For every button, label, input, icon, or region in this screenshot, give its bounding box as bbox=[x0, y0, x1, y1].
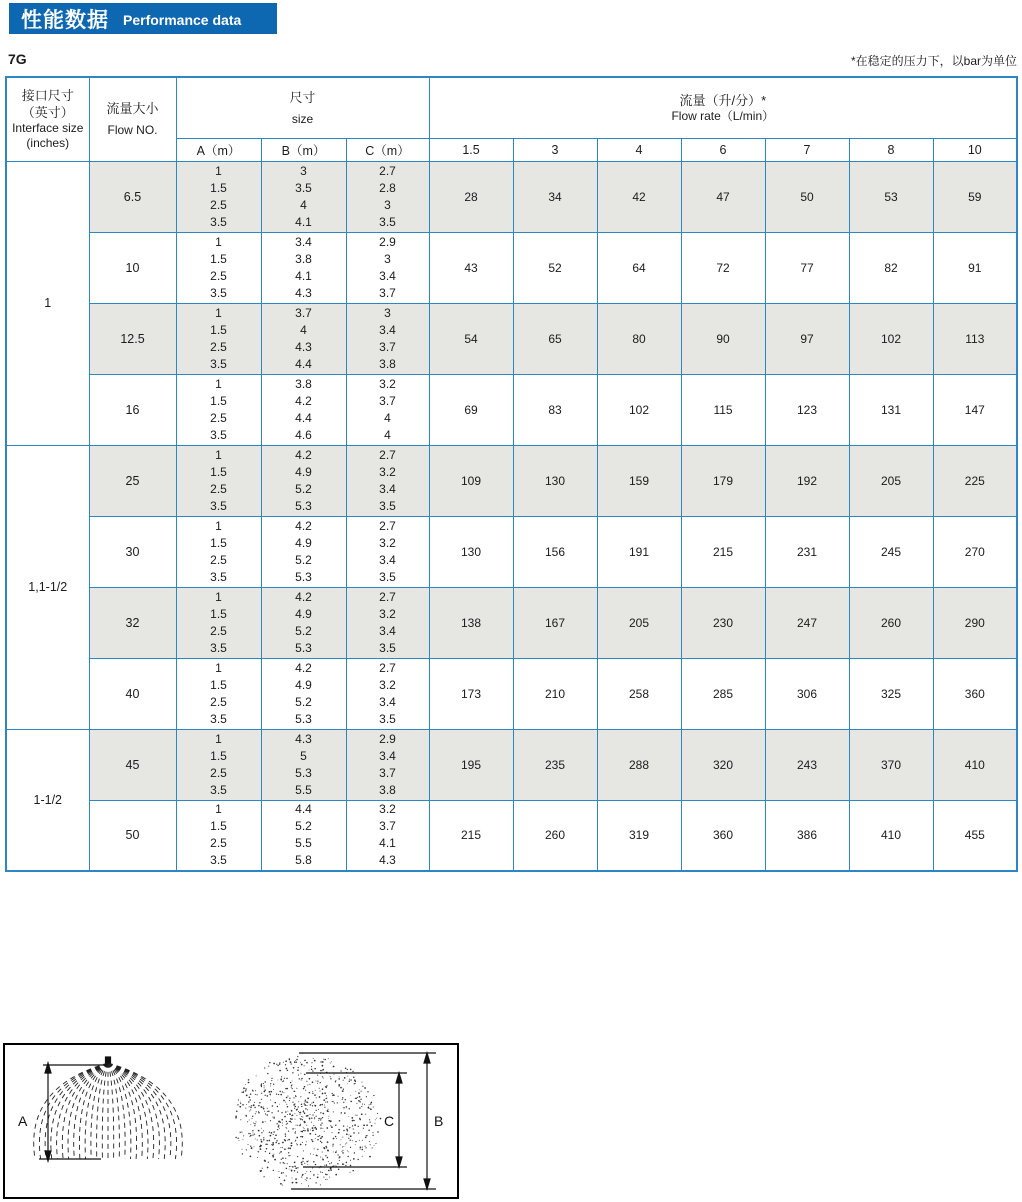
interface-size-cell: 1-1/2 bbox=[6, 729, 89, 871]
dim-c-cell-value: 3.5 bbox=[379, 711, 396, 726]
dim-b-cell-value: 3.5 bbox=[295, 180, 312, 195]
dim-b-cell-value: 5.8 bbox=[295, 853, 312, 868]
performance-table bbox=[5, 76, 1018, 872]
flow-rate-cell: 195 bbox=[429, 729, 513, 800]
dim-b-cell-value: 4.4 bbox=[295, 802, 312, 817]
flow-no-cell: 25 bbox=[89, 445, 176, 516]
dim-b-cell-value: 5.3 bbox=[295, 765, 312, 780]
dim-b-cell-value: 4.4 bbox=[295, 356, 312, 371]
dim-a-cell-value: 1 bbox=[215, 731, 222, 746]
flow-rate-cell: 109 bbox=[429, 445, 513, 516]
section-banner bbox=[9, 3, 277, 34]
dim-b-cell bbox=[261, 303, 346, 374]
flow-rate-cell: 159 bbox=[597, 445, 681, 516]
flow-rate-cell: 192 bbox=[765, 445, 849, 516]
dim-c-cell-value: 2.9 bbox=[379, 234, 396, 249]
dim-b-cell-value: 5.2 bbox=[295, 819, 312, 834]
dim-b-cell-value: 4.2 bbox=[295, 589, 312, 604]
dim-a-cell-value: 3.5 bbox=[210, 427, 227, 442]
flow-rate-cell: 102 bbox=[849, 303, 933, 374]
dim-a-cell-value: 3.5 bbox=[210, 356, 227, 371]
flow-rate-cell: 320 bbox=[681, 729, 765, 800]
pressure-col-6: 8 bbox=[849, 138, 933, 161]
dim-b-cell-value: 4.2 bbox=[295, 447, 312, 462]
col-header-flow-rate: 流量（升/分）* Flow rate（L/min） bbox=[429, 77, 1017, 138]
table-row bbox=[6, 658, 1017, 729]
dim-a-cell-value: 1.5 bbox=[210, 677, 227, 692]
dim-a-cell-value: 3.5 bbox=[210, 569, 227, 584]
flow-no-cell: 30 bbox=[89, 516, 176, 587]
dim-a-cell bbox=[176, 161, 261, 232]
dim-c-cell-value: 3.5 bbox=[379, 569, 396, 584]
dim-a-cell bbox=[176, 800, 261, 871]
flow-rate-cell: 386 bbox=[765, 800, 849, 871]
flow-rate-cell: 130 bbox=[429, 516, 513, 587]
flow-rate-cell: 455 bbox=[933, 800, 1017, 871]
dim-c-cell bbox=[346, 729, 429, 800]
dim-a-cell-value: 1.5 bbox=[210, 819, 227, 834]
dim-b-cell bbox=[261, 374, 346, 445]
flow-rate-cell: 231 bbox=[765, 516, 849, 587]
dim-a-cell-value: 2.5 bbox=[210, 481, 227, 496]
pressure-col-4: 6 bbox=[681, 138, 765, 161]
flow-rate-cell: 115 bbox=[681, 374, 765, 445]
section-title-en: Performance data bbox=[123, 12, 242, 28]
flow-rate-cell: 325 bbox=[849, 658, 933, 729]
flow-no-cell: 40 bbox=[89, 658, 176, 729]
flow-rate-cell: 64 bbox=[597, 232, 681, 303]
flow-rate-cell: 147 bbox=[933, 374, 1017, 445]
dim-b-cell bbox=[261, 587, 346, 658]
flow-rate-cell: 77 bbox=[765, 232, 849, 303]
flow-rate-cell: 285 bbox=[681, 658, 765, 729]
table-row bbox=[6, 445, 1017, 516]
dim-a-cell-value: 1 bbox=[215, 163, 222, 178]
dim-c-cell bbox=[346, 445, 429, 516]
pressure-col-2: 3 bbox=[513, 138, 597, 161]
flow-no-cell: 6.5 bbox=[89, 161, 176, 232]
flow-rate-cell: 360 bbox=[933, 658, 1017, 729]
dim-c-cell-value: 2.9 bbox=[379, 731, 396, 746]
model-label: 7G bbox=[8, 51, 27, 67]
dim-b-cell-value: 5.5 bbox=[295, 836, 312, 851]
dim-a-cell-value: 1 bbox=[215, 376, 222, 391]
flow-rate-cell: 167 bbox=[513, 587, 597, 658]
dim-b-cell bbox=[261, 232, 346, 303]
dim-a-cell-value: 3.5 bbox=[210, 711, 227, 726]
dim-b-cell-value: 4.1 bbox=[295, 268, 312, 283]
flow-rate-cell: 97 bbox=[765, 303, 849, 374]
dim-c-cell-value: 3.4 bbox=[379, 322, 396, 337]
flow-rate-cell: 260 bbox=[849, 587, 933, 658]
flow-rate-cell: 319 bbox=[597, 800, 681, 871]
flow-rate-cell: 370 bbox=[849, 729, 933, 800]
flow-no-cell: 16 bbox=[89, 374, 176, 445]
flow-rate-cell: 290 bbox=[933, 587, 1017, 658]
dim-a-cell-value: 1 bbox=[215, 234, 222, 249]
dim-a-cell-value: 1.5 bbox=[210, 535, 227, 550]
dim-b-cell-value: 4.9 bbox=[295, 464, 312, 479]
dim-a-cell-value: 1 bbox=[215, 589, 222, 604]
flow-rate-cell: 102 bbox=[597, 374, 681, 445]
flow-rate-cell: 42 bbox=[597, 161, 681, 232]
flow-rate-cell: 90 bbox=[681, 303, 765, 374]
dim-a-cell-value: 1.5 bbox=[210, 393, 227, 408]
flow-rate-cell: 225 bbox=[933, 445, 1017, 516]
dim-b-cell-value: 5.2 bbox=[295, 552, 312, 567]
flow-rate-cell: 179 bbox=[681, 445, 765, 516]
dim-c-cell-value: 3.7 bbox=[379, 339, 396, 354]
pressure-col-7: 10 bbox=[933, 138, 1017, 161]
dim-a-cell-value: 1.5 bbox=[210, 606, 227, 621]
dim-c-cell-value: 3.5 bbox=[379, 640, 396, 655]
flow-rate-cell: 410 bbox=[933, 729, 1017, 800]
dim-b-cell-value: 4 bbox=[300, 322, 307, 337]
dim-b-cell-value: 5.2 bbox=[295, 481, 312, 496]
dim-a-cell-value: 3.5 bbox=[210, 498, 227, 513]
flow-rate-cell: 245 bbox=[849, 516, 933, 587]
dim-c-cell-value: 3.7 bbox=[379, 393, 396, 408]
dim-b-cell-value: 5.2 bbox=[295, 623, 312, 638]
dim-b-cell bbox=[261, 658, 346, 729]
dimension-lines bbox=[39, 1053, 436, 1189]
flow-no-cell: 10 bbox=[89, 232, 176, 303]
dim-a-cell-value: 2.5 bbox=[210, 410, 227, 425]
dim-b-cell-value: 4.6 bbox=[295, 427, 312, 442]
dim-a-cell bbox=[176, 729, 261, 800]
dim-c-cell-value: 3 bbox=[384, 251, 391, 266]
dim-c-cell bbox=[346, 516, 429, 587]
dim-a-cell-value: 3.5 bbox=[210, 285, 227, 300]
interface-size-cell: 1,1-1/2 bbox=[6, 445, 89, 729]
dim-c-cell-value: 3.5 bbox=[379, 498, 396, 513]
dim-b-cell-value: 4.9 bbox=[295, 677, 312, 692]
flow-rate-cell: 47 bbox=[681, 161, 765, 232]
dim-b-cell-value: 4.3 bbox=[295, 339, 312, 354]
dim-b-cell bbox=[261, 445, 346, 516]
dim-a-cell-value: 1 bbox=[215, 305, 222, 320]
subcol-b: B（m） bbox=[261, 138, 346, 161]
dim-a-cell-value: 1.5 bbox=[210, 251, 227, 266]
flow-rate-cell: 82 bbox=[849, 232, 933, 303]
dim-b-cell-value: 5 bbox=[300, 748, 307, 763]
flow-rate-cell: 235 bbox=[513, 729, 597, 800]
dim-c-cell-value: 2.7 bbox=[379, 518, 396, 533]
dim-b-cell bbox=[261, 516, 346, 587]
table-row bbox=[6, 587, 1017, 658]
dim-b-cell-value: 3.7 bbox=[295, 305, 312, 320]
dim-c-cell-value: 3.8 bbox=[379, 782, 396, 797]
dim-c-cell-value: 2.7 bbox=[379, 447, 396, 462]
dim-b-cell-value: 5.2 bbox=[295, 694, 312, 709]
dim-c-cell-value: 3.4 bbox=[379, 268, 396, 283]
table-row bbox=[6, 303, 1017, 374]
table-row bbox=[6, 800, 1017, 871]
flow-rate-cell: 54 bbox=[429, 303, 513, 374]
dim-a-cell-value: 2.5 bbox=[210, 623, 227, 638]
flow-rate-cell: 50 bbox=[765, 161, 849, 232]
dim-c-cell-value: 3.4 bbox=[379, 623, 396, 638]
flow-rate-cell: 410 bbox=[849, 800, 933, 871]
flow-rate-cell: 52 bbox=[513, 232, 597, 303]
flow-rate-cell: 191 bbox=[597, 516, 681, 587]
flow-rate-cell: 65 bbox=[513, 303, 597, 374]
dim-b-cell-value: 4 bbox=[300, 197, 307, 212]
dim-a-cell-value: 2.5 bbox=[210, 765, 227, 780]
dim-c-cell bbox=[346, 658, 429, 729]
flow-rate-cell: 247 bbox=[765, 587, 849, 658]
interface-size-cell: 1 bbox=[6, 161, 89, 445]
flow-rate-cell: 53 bbox=[849, 161, 933, 232]
flow-rate-cell: 270 bbox=[933, 516, 1017, 587]
dim-c-cell-value: 4.1 bbox=[379, 836, 396, 851]
dim-b-cell-value: 5.5 bbox=[295, 782, 312, 797]
dim-b-cell-value: 5.3 bbox=[295, 498, 312, 513]
dim-c-cell-value: 3.7 bbox=[379, 285, 396, 300]
flow-rate-cell: 72 bbox=[681, 232, 765, 303]
dim-c-cell-value: 4.3 bbox=[379, 853, 396, 868]
dim-c-cell-value: 3.2 bbox=[379, 677, 396, 692]
dim-b-cell-value: 3.8 bbox=[295, 376, 312, 391]
dim-a-cell bbox=[176, 303, 261, 374]
dim-c-cell bbox=[346, 161, 429, 232]
dim-c-cell-value: 3.4 bbox=[379, 481, 396, 496]
spray-arc-paths bbox=[34, 1063, 183, 1159]
dim-b-cell-value: 4.2 bbox=[295, 660, 312, 675]
dim-a-cell-value: 1.5 bbox=[210, 464, 227, 479]
dim-c-cell-value: 2.7 bbox=[379, 163, 396, 178]
flow-rate-cell: 205 bbox=[849, 445, 933, 516]
dim-c-cell-value: 4 bbox=[384, 427, 391, 442]
dim-a-cell-value: 2.5 bbox=[210, 268, 227, 283]
dim-a-cell-value: 1.5 bbox=[210, 748, 227, 763]
dim-c-cell-value: 2.7 bbox=[379, 660, 396, 675]
spray-arcs bbox=[34, 1063, 183, 1159]
flow-rate-cell: 306 bbox=[765, 658, 849, 729]
dim-a-cell bbox=[176, 445, 261, 516]
dim-c-cell-value: 3 bbox=[384, 197, 391, 212]
dim-a-cell-value: 2.5 bbox=[210, 197, 227, 212]
flow-rate-cell: 156 bbox=[513, 516, 597, 587]
dim-b-cell-value: 5.3 bbox=[295, 640, 312, 655]
dim-b-cell-value: 3.8 bbox=[295, 251, 312, 266]
dim-c-cell bbox=[346, 303, 429, 374]
flow-rate-cell: 205 bbox=[597, 587, 681, 658]
pressure-unit-note: *在稳定的压力下，以bar为单位 bbox=[850, 54, 1017, 68]
dim-b-cell-value: 4.4 bbox=[295, 410, 312, 425]
table-row bbox=[6, 374, 1017, 445]
table-row bbox=[6, 232, 1017, 303]
dim-a-cell-value: 3.5 bbox=[210, 640, 227, 655]
dim-a-cell-value: 3.5 bbox=[210, 214, 227, 229]
dim-b-cell bbox=[261, 800, 346, 871]
dim-b-cell-value: 3.4 bbox=[295, 234, 312, 249]
table-body bbox=[6, 161, 1017, 871]
flow-no-cell: 50 bbox=[89, 800, 176, 871]
dim-a-cell-value: 2.5 bbox=[210, 836, 227, 851]
spray-diagram-svg bbox=[5, 1045, 457, 1197]
dim-c-cell bbox=[346, 587, 429, 658]
flow-rate-cell: 288 bbox=[597, 729, 681, 800]
dim-a-cell-value: 2.5 bbox=[210, 552, 227, 567]
subcol-c: C（m） bbox=[346, 138, 429, 161]
dim-c-cell bbox=[346, 800, 429, 871]
spray-pattern-diagram bbox=[3, 1043, 459, 1199]
dim-c-cell-value: 3.2 bbox=[379, 464, 396, 479]
dim-b-cell-value: 4.9 bbox=[295, 535, 312, 550]
table-row bbox=[6, 161, 1017, 232]
flow-rate-cell: 43 bbox=[429, 232, 513, 303]
flow-rate-cell: 130 bbox=[513, 445, 597, 516]
flow-no-cell: 12.5 bbox=[89, 303, 176, 374]
flow-no-cell: 45 bbox=[89, 729, 176, 800]
flow-rate-cell: 28 bbox=[429, 161, 513, 232]
subcol-a: A（m） bbox=[176, 138, 261, 161]
dim-a-cell bbox=[176, 658, 261, 729]
flow-rate-cell: 360 bbox=[681, 800, 765, 871]
dim-c-cell-value: 3.4 bbox=[379, 748, 396, 763]
dim-b-cell bbox=[261, 729, 346, 800]
flow-rate-cell: 210 bbox=[513, 658, 597, 729]
dim-a-cell-value: 1.5 bbox=[210, 180, 227, 195]
table-row bbox=[6, 516, 1017, 587]
col-header-size: 尺寸 size bbox=[176, 77, 429, 138]
dim-a-cell bbox=[176, 232, 261, 303]
dim-a-cell-value: 1 bbox=[215, 447, 222, 462]
dim-c-cell-value: 3 bbox=[384, 305, 391, 320]
dim-a-cell-value: 1 bbox=[215, 802, 222, 817]
pressure-col-3: 4 bbox=[597, 138, 681, 161]
dim-b-cell-value: 5.3 bbox=[295, 569, 312, 584]
pressure-col-1: 1.5 bbox=[429, 138, 513, 161]
dim-c-cell bbox=[346, 232, 429, 303]
dim-a-cell-value: 1 bbox=[215, 518, 222, 533]
flow-rate-cell: 215 bbox=[429, 800, 513, 871]
dim-a-cell-value: 1 bbox=[215, 660, 222, 675]
dim-a-cell-value: 3.5 bbox=[210, 853, 227, 868]
dim-c-cell-value: 4 bbox=[384, 410, 391, 425]
flow-rate-cell: 91 bbox=[933, 232, 1017, 303]
dim-a-cell bbox=[176, 516, 261, 587]
dim-c-cell-value: 2.8 bbox=[379, 180, 396, 195]
dim-b-cell-value: 4.2 bbox=[295, 518, 312, 533]
dim-a-cell bbox=[176, 587, 261, 658]
dim-b-cell-value: 3 bbox=[300, 163, 307, 178]
col-header-flow-no: 流量大小 Flow NO. bbox=[89, 77, 176, 161]
dim-b-cell-value: 4.3 bbox=[295, 285, 312, 300]
flow-rate-cell: 113 bbox=[933, 303, 1017, 374]
performance-table-wrap bbox=[5, 76, 1018, 872]
dim-b-cell-value: 4.9 bbox=[295, 606, 312, 621]
flow-rate-cell: 215 bbox=[681, 516, 765, 587]
dim-a-cell-value: 1.5 bbox=[210, 322, 227, 337]
flow-rate-cell: 138 bbox=[429, 587, 513, 658]
col-header-interface: 接口尺寸 （英寸） Interface size (inches) bbox=[6, 77, 89, 161]
dim-a-cell-value: 2.5 bbox=[210, 694, 227, 709]
dim-c-cell-value: 3.2 bbox=[379, 606, 396, 621]
dim-b-cell-value: 4.1 bbox=[295, 214, 312, 229]
dim-label-b: B bbox=[434, 1113, 444, 1129]
flow-rate-cell: 258 bbox=[597, 658, 681, 729]
dim-c-cell-value: 3.5 bbox=[379, 214, 396, 229]
dim-a-cell-value: 2.5 bbox=[210, 339, 227, 354]
table-row bbox=[6, 729, 1017, 800]
flow-rate-cell: 69 bbox=[429, 374, 513, 445]
dim-c-cell-value: 3.2 bbox=[379, 535, 396, 550]
dim-c-cell-value: 3.8 bbox=[379, 356, 396, 371]
flow-rate-cell: 230 bbox=[681, 587, 765, 658]
flow-rate-cell: 34 bbox=[513, 161, 597, 232]
dim-b-cell bbox=[261, 161, 346, 232]
dim-label-a: A bbox=[18, 1113, 28, 1129]
dim-c-cell-value: 3.4 bbox=[379, 694, 396, 709]
dim-a-cell-value: 3.5 bbox=[210, 782, 227, 797]
dim-b-cell-value: 4.3 bbox=[295, 731, 312, 746]
dim-c-cell-value: 3.7 bbox=[379, 765, 396, 780]
flow-rate-cell: 80 bbox=[597, 303, 681, 374]
flow-rate-cell: 59 bbox=[933, 161, 1017, 232]
dim-b-cell-value: 4.2 bbox=[295, 393, 312, 408]
pressure-col-5: 7 bbox=[765, 138, 849, 161]
flow-rate-cell: 123 bbox=[765, 374, 849, 445]
dim-c-cell-value: 3.2 bbox=[379, 802, 396, 817]
dim-c-cell bbox=[346, 374, 429, 445]
dim-c-cell-value: 3.2 bbox=[379, 376, 396, 391]
flow-rate-cell: 83 bbox=[513, 374, 597, 445]
dim-c-cell-value: 3.4 bbox=[379, 552, 396, 567]
dim-c-cell-value: 2.7 bbox=[379, 589, 396, 604]
flow-rate-cell: 243 bbox=[765, 729, 849, 800]
dim-a-cell bbox=[176, 374, 261, 445]
flow-rate-cell: 173 bbox=[429, 658, 513, 729]
flow-rate-cell: 131 bbox=[849, 374, 933, 445]
dim-b-cell-value: 5.3 bbox=[295, 711, 312, 726]
section-title-zh: 性能数据 bbox=[21, 8, 109, 32]
dim-label-c: C bbox=[384, 1113, 395, 1129]
flow-no-cell: 32 bbox=[89, 587, 176, 658]
flow-rate-cell: 260 bbox=[513, 800, 597, 871]
dim-c-cell-value: 3.7 bbox=[379, 819, 396, 834]
